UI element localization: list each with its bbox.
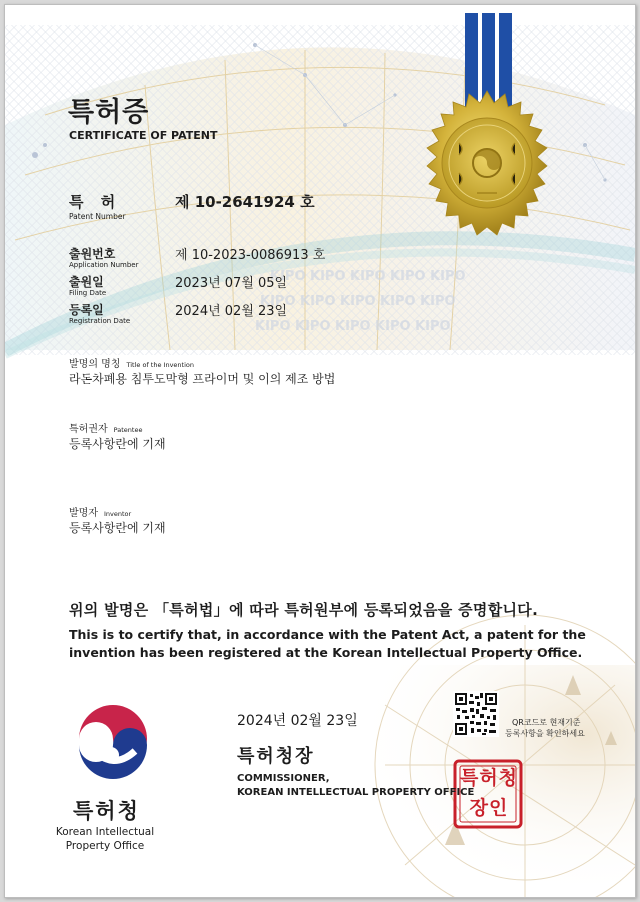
commissioner-line-1: COMMISSIONER, [237, 773, 330, 784]
qr-caption-line-2: 등록사항을 확인하세요 [505, 729, 585, 738]
watermark-row-3: KIPO KIPO KIPO KIPO KIPO [255, 319, 451, 334]
office-name-ko: 특허청 [73, 799, 140, 823]
application-number-label-ko: 출원번호 [69, 247, 116, 261]
certification-statement-ko: 위의 발명은 「특허법」에 따라 특허원부에 등록되었음을 증명합니다. [69, 601, 539, 619]
certificate-title-ko: 특허증 [68, 97, 150, 128]
patent-number-label-ko: 특 허 [69, 193, 122, 211]
patentee-value: 등록사항란에 기재 [69, 437, 166, 451]
inventor-label [69, 501, 131, 520]
patentee-label-ko: 특허권자 [69, 424, 108, 435]
invention-label-en: Title of the Invention [126, 361, 194, 369]
kipo-logo-icon [77, 705, 149, 781]
commissioner-title-ko: 특허청장 [237, 746, 315, 767]
office-name-en-1: Korean Intellectual [55, 826, 155, 838]
filing-date-label-ko: 출원일 [69, 275, 104, 289]
inventor-label-en: Inventor [103, 510, 132, 518]
patentee-label [69, 417, 142, 436]
application-number-value: 제 10-2023-0086913 호 [175, 248, 326, 263]
certification-statement-en-1: This is to certify that, in accordance with the Patent Act, a patent for the [69, 627, 586, 642]
office-name-en-2: Property Office [65, 840, 145, 852]
patent-number-label-en: Patent Number [69, 212, 126, 221]
registration-date-value: 2024년 02월 23일 [175, 304, 288, 319]
issue-date: 2024년 02월 23일 [237, 713, 358, 729]
qr-caption-line-1: QR코드로 현재기준 [512, 718, 581, 727]
watermark-row-2: KIPO KIPO KIPO KIPO KIPO [260, 294, 456, 309]
certificate-page [4, 4, 636, 898]
registration-date-label-ko: 등록일 [69, 303, 104, 317]
watermark-row-1: KIPO KIPO KIPO KIPO KIPO [270, 269, 466, 284]
registration-date-label-en: Registration Date [69, 317, 131, 325]
invention-label-ko: 발명의 명칭 [69, 359, 121, 370]
certificate-title-en: CERTIFICATE OF PATENT [69, 129, 218, 142]
patentee-label-en: Patentee [113, 426, 143, 434]
patent-number-value: 제 10-2641924 호 [175, 193, 315, 211]
application-number-label-en: Application Number [69, 261, 139, 269]
invention-title-value: 라돈차폐용 침투도막형 프라이머 및 이의 제조 방법 [69, 372, 336, 386]
filing-date-label-en: Filing Date [69, 289, 107, 297]
filing-date-value: 2023년 07월 05일 [175, 276, 288, 291]
qr-code-icon [453, 691, 499, 737]
invention-label [69, 352, 194, 371]
certification-statement-en-2: invention has been registered at the Korean Intellectual Property Office. [69, 645, 583, 660]
inventor-label-ko: 발명자 [69, 508, 98, 519]
inventor-value: 등록사항란에 기재 [69, 521, 166, 535]
commissioner-line-2: KOREAN INTELLECTUAL PROPERTY OFFICE [237, 787, 475, 798]
seal-lettering: 특허청장인 [459, 767, 519, 819]
